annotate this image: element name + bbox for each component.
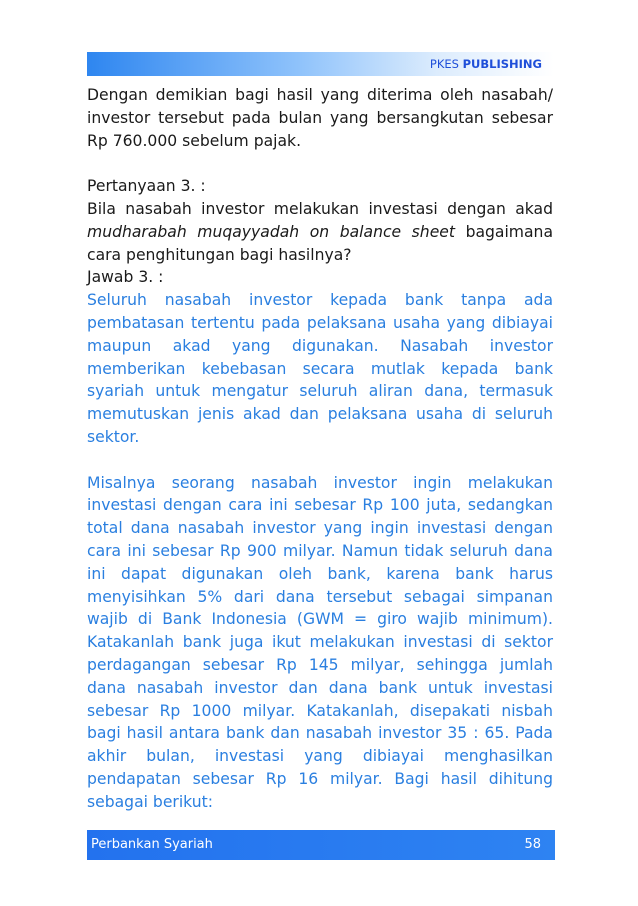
answer-paragraph-2: Misalnya seorang nasabah investor ingin melakukan investasi dengan cara ini sebesar Rp 100 juta, sedangkan total dana nasabah investor yang ingin investasi dengan cara ini sebesar Rp 900 milyar. Namun tidak seluruh dana ini dapat digunakan oleh bank, karena bank harus menyisihkan 5% dari dana tersebut sebagai simpanan wajib di Bank Indonesia (GWM = giro wajib minimum). Katakanlah bank juga ikut melakukan investasi di sektor perdagangan sebesar Rp 145 milyar, sehingga jumlah dana nasabah investor dan dana bank untuk investasi sebesar Rp 1000 milyar. Katakanlah, disepakati nisbah bagi hasil antara bank dan nasabah investor 35 : 65. Pada akhir bulan, investasi yang dibiayai menghasilkan pendapatan sebesar Rp 16 milyar. Bagi hasil dihitung sebagai berikut: xyxy=(87,473,553,811)
question-label: Pertanyaan 3. : xyxy=(87,177,206,196)
paragraph-gap xyxy=(87,152,553,175)
page-number: 58 xyxy=(524,837,541,852)
question-text xyxy=(87,198,553,266)
answer-paragraph-1: Seluruh nasabah investor kepada bank tanpa ada pembatasan tertentu pada pelaksana usaha yang dibiayai maupun akad yang digunakan. Nasabah investor memberikan kebebasan secara mutlak kepada bank syariah untuk mengatur seluruh aliran dana, termasuk memutuskan jenis akad dan pelaksana usaha di seluruh sektor. xyxy=(87,291,553,446)
page-content xyxy=(87,84,553,814)
question-text-start: Bila nasabah investor melakukan investasi dengan akad xyxy=(87,199,553,218)
paragraph-gap xyxy=(87,449,553,472)
answer-label: Jawab 3. : xyxy=(87,268,164,287)
question-text-italic: mudharabah muqayyadah on balance sheet xyxy=(87,222,455,241)
header-bar xyxy=(87,52,554,76)
header-publisher xyxy=(430,56,542,72)
footer-book-title: Perbankan Syariah xyxy=(91,837,213,852)
header-brand: PUBLISHING xyxy=(462,57,542,71)
footer-bar xyxy=(87,830,555,860)
paragraph-intro: Dengan demikian bagi hasil yang diterima oleh nasabah/ investor tersebut pada bulan yang bersangkutan sebesar Rp 760.000 sebelum pajak. xyxy=(87,86,553,150)
question-text-end: bagaimana cara penghitungan bagi hasilnya? xyxy=(87,222,553,264)
header-prefix: PKES xyxy=(429,57,463,71)
